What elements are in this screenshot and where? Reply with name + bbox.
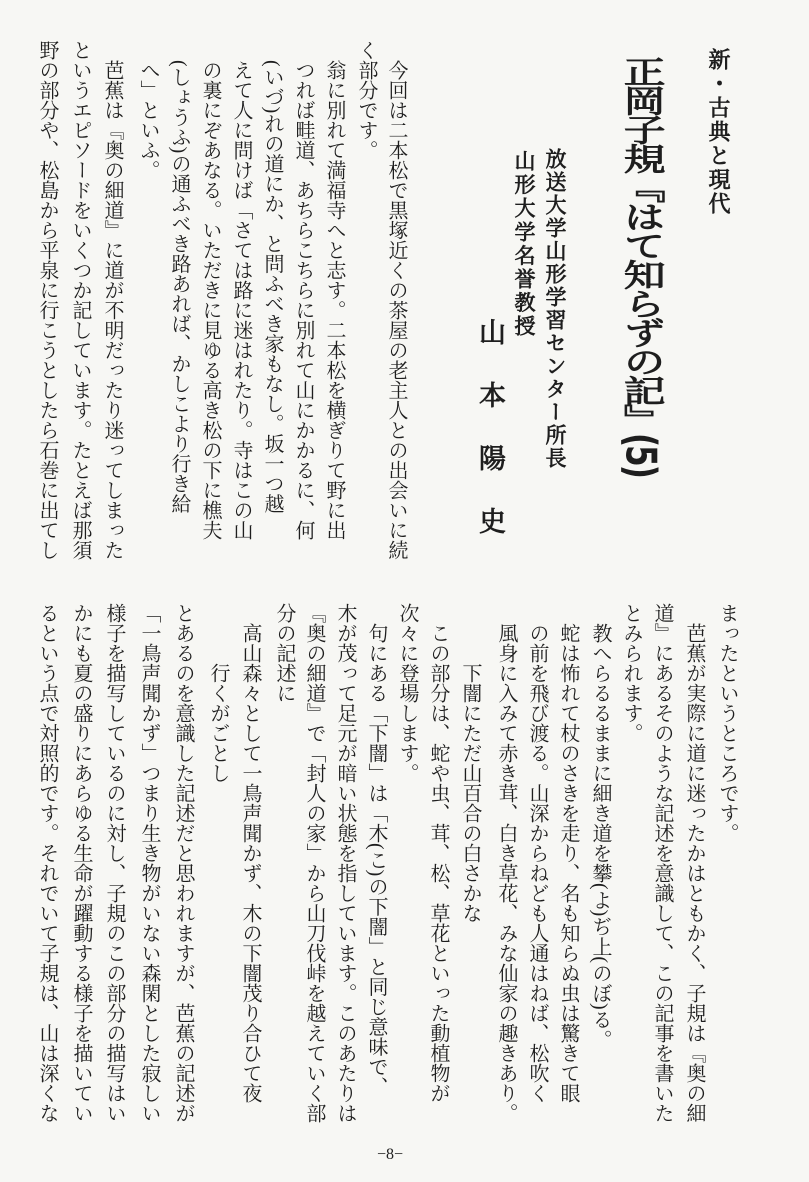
lower-text-line: とあるのを意識した記述だと思われますが、芭蕉の記述が — [172, 603, 194, 1123]
lower-text-line: まったというところです。 — [716, 603, 738, 843]
lower-text-line: 句にある「下闇」は「木(こ)の下闇」と同じ意味で、 — [365, 623, 387, 1097]
lower-quote-line: 風身に入みて赤き茸、白き草花、みな仙家の趣きあり。 — [495, 623, 517, 1123]
series-title: 新・古典と現代 — [705, 48, 730, 216]
author-affiliation: 放送大学山形学習センター所長 — [543, 148, 567, 470]
lower-text-line: 『奥の細道』で「封人の家」から山刀伐峠を越えていく部 — [303, 603, 325, 1123]
upper-text-line: く部分です。 — [355, 40, 377, 160]
lower-quote-line: 行くがごとし — [207, 663, 229, 783]
upper-quote-line: (しょうふ)の通ふべき路あれば、かしこより行き給 — [168, 60, 190, 514]
upper-text-line: 今回は二本松で黒塚近くの茶屋の老主人との出会いに続 — [385, 60, 407, 560]
haiku-line: 下闇にただ山百合の白さかな — [459, 663, 481, 923]
upper-quote-line: (いづ)れの道にか、と問ふべき家もなし。坂一つ越 — [261, 60, 283, 514]
lower-text-line: 芭蕉が実際に道に迷ったかはともかく、子規は『奥の細 — [683, 623, 705, 1123]
upper-quote-line: つれば畦道、あちらこちらに別れて山にかかるに、何 — [292, 60, 314, 540]
upper-text-line: というエピソードをいくつか記しています。たとえば那須 — [69, 40, 91, 560]
lower-text-line: 様子を描写しているのに対し、子規のこの部分の描写はい — [103, 603, 125, 1123]
lower-text-line: 分の記述に — [273, 603, 295, 703]
upper-quote-line: えて人に問けば「さては路に迷はれたり。寺はこの山 — [230, 60, 252, 540]
lower-quote-line: の前を飛び渡る。山深からねども人通はねば、松吹く — [526, 623, 548, 1103]
lower-quote-line: 教へらるるままに細き道を攀(よ)ぢ上(のぼ)る。 — [589, 623, 611, 1050]
lower-text-line: るという点で対照的です。それでいて子規は、山は深くな — [36, 603, 58, 1123]
upper-text-line: 芭蕉は『奥の細道』に道が不明だったり迷ってしまった — [101, 60, 123, 560]
upper-quote-line: の裏にぞあなる。いただきに見ゆる高き松の下に樵夫 — [199, 60, 221, 540]
article-title: 正岡子規『はて知らずの記』(5) — [615, 56, 665, 477]
lower-text-line: かにも夏の盛りにあらゆる生命が躍動する様子を描いてい — [70, 603, 92, 1123]
lower-quote-line: 蛇は怖れて杖のさきを走り、名も知らぬ虫は驚きて眼 — [557, 623, 579, 1103]
lower-text-line: この部分は、蛇や虫、茸、松、草花といった動植物が — [427, 623, 449, 1103]
lower-quote-line: 高山森々として一鳥声聞かず、木の下闇茂り合ひて夜 — [239, 623, 261, 1103]
page-number: −8− — [376, 1146, 404, 1163]
upper-text-line: 野の部分や、松島から平泉に行こうとしたら石巻に出てし — [36, 40, 58, 560]
lower-text-line: 道』にあるそのような記述を意識して、この記事を書いた — [651, 603, 673, 1123]
lower-text-line: とみられます。 — [620, 603, 642, 743]
lower-text-line: 「一鳥声聞かず」つまり生き物がいない森閑とした寂しい — [138, 603, 160, 1123]
upper-quote-line: へ」といふ。 — [137, 60, 159, 180]
author-name: 山本陽史 — [474, 318, 505, 570]
lower-text-line: 次々に登場します。 — [396, 603, 418, 783]
lower-text-line: 木が茂って足元が暗い状態を指しています。このあたりは — [334, 603, 356, 1123]
author-affiliation: 山形大学名誉教授 — [512, 150, 536, 339]
upper-quote-line: 翁に別れて満福寺へと志す。二本松を横ぎりて野に出 — [323, 60, 345, 540]
